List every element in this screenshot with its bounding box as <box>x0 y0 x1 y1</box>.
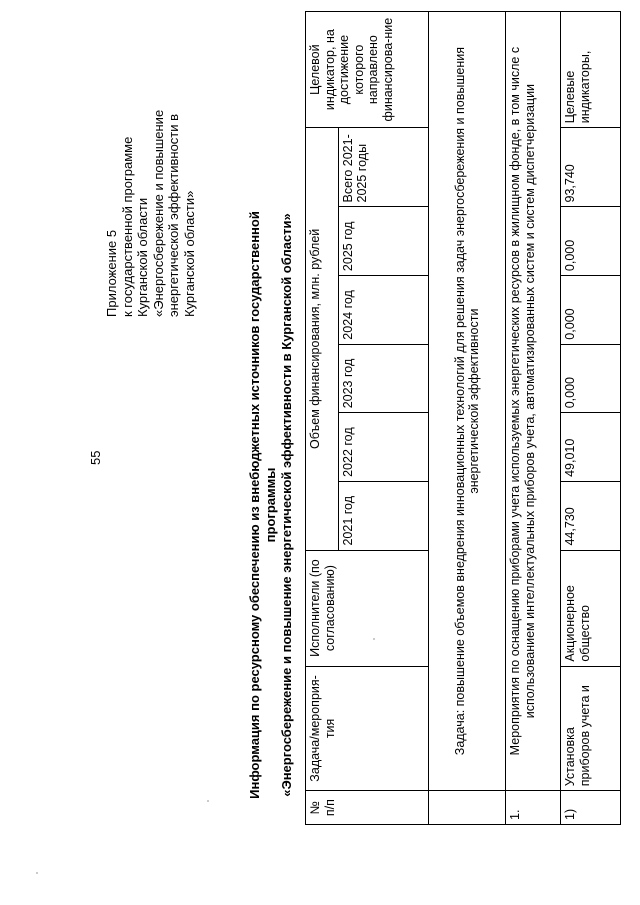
header-year-2024: 2024 год <box>338 276 428 345</box>
appendix-line: «Энергосбережение и повышение <box>150 109 166 317</box>
row-indicator: Целевые индикаторы, <box>561 12 621 128</box>
row-2025: 0,000 <box>561 207 621 276</box>
page-number: 55 <box>88 450 103 465</box>
row-num: 1) <box>561 791 621 825</box>
appendix-line: Курганской области <box>135 197 150 317</box>
row-2021: 44,730 <box>561 481 621 550</box>
task-num-cell <box>429 791 506 825</box>
row-executor: Акционерное общество <box>561 550 621 666</box>
appendix-line: Курганской области» <box>181 190 197 317</box>
header-num: № п/п <box>306 791 429 825</box>
document-title <box>247 185 295 825</box>
title-line-2: «Энергосбережение и повышение энергетической эффективности в Курганской области» <box>279 213 294 797</box>
row-total: 93,740 <box>561 128 621 207</box>
section-text: Мероприятия по оснащению приборами учета используемых энергетических ресурсов в жилищном фонде, в том числе с использованием интеллектуальных приборов учета, автоматизированных систем и систем диспетчеризации <box>506 12 561 791</box>
row-2023: 0,000 <box>561 344 621 413</box>
row-task: Установка приборов учета и <box>561 666 621 791</box>
row-2022: 49,010 <box>561 413 621 482</box>
section-num: 1. <box>506 791 561 825</box>
funding-table <box>305 11 621 825</box>
title-line-1: Информация по ресурсному обеспечению из внебюджетных источников государственной программы <box>247 211 278 799</box>
header-year-2021: 2021 год <box>338 481 428 550</box>
header-year-2025: 2025 год <box>338 207 428 276</box>
header-total: Всего 2021-2025 годы <box>338 128 428 207</box>
header-funding: Объем финансирования, млн. рублей <box>306 128 339 550</box>
header-task: Задача/мероприя-тия <box>306 666 429 791</box>
task-row: Задача: повышение объемов внедрения инновационных технологий для решения задач энергосбережения и повышения энергетической эффективности <box>429 12 506 791</box>
row-2024: 0,000 <box>561 276 621 345</box>
table-row <box>561 12 621 825</box>
appendix-line: энергетической эффективности в <box>166 113 181 317</box>
header-executors: Исполнители (по согласованию) <box>306 550 429 666</box>
header-year-2022: 2022 год <box>338 413 428 482</box>
appendix-line: к государственной программе <box>119 136 135 317</box>
appendix-header <box>104 17 197 317</box>
header-year-2023: 2023 год <box>338 344 428 413</box>
header-indicator: Целевой индикатор, на достижение которого направлено финансирова-ние <box>306 12 429 128</box>
appendix-line: Приложение 5 <box>104 229 119 317</box>
